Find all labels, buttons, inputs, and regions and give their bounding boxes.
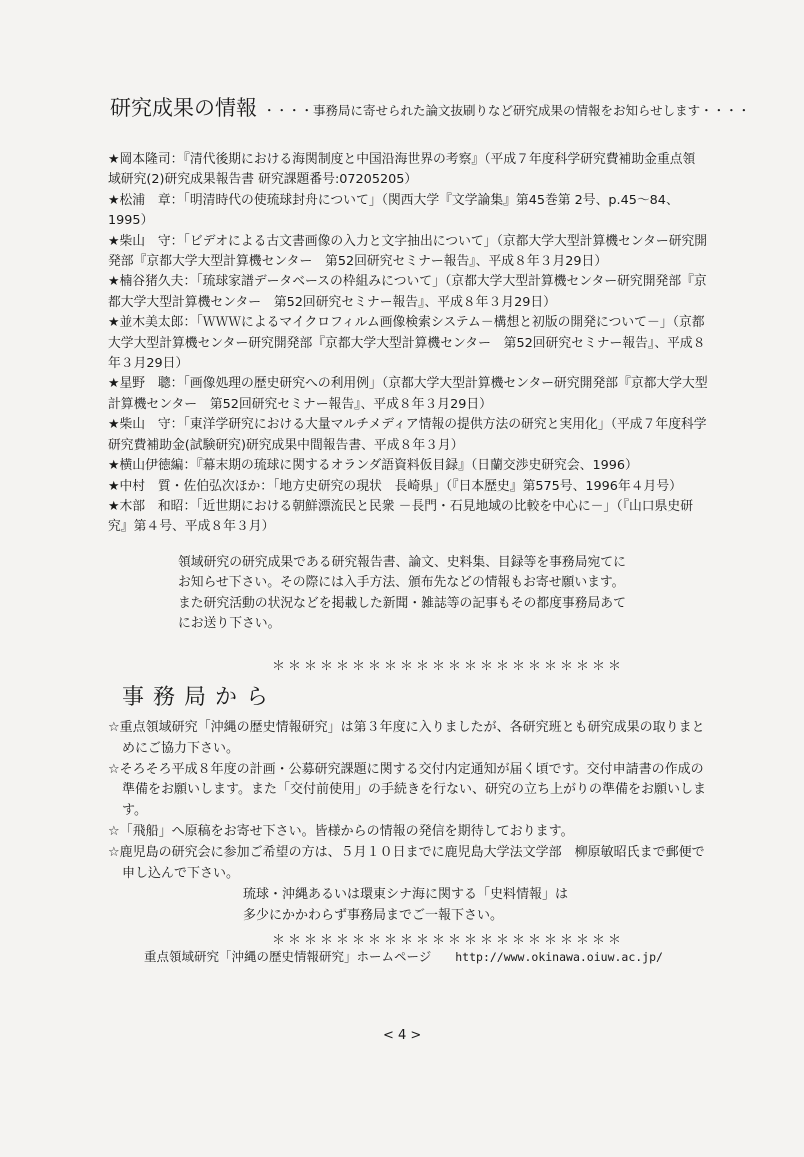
list-item: ★楠谷猪久夫：「琉球家譜データベースの枠組みについて」（京都大学大型計算機センター研究開発部『京都大学大型計算機センター 第52回研究セミナー報告』、平成８年３月29日） bbox=[108, 274, 707, 310]
list-item: ★中村 質・佐伯弘次ほか：「地方史研究の現状 長崎県」（『日本歴史』第575号、1996年４月号） bbox=[108, 478, 682, 494]
notice-line: お知らせ下さい。その際には入手方法、頒布先などの情報もお寄せ願います。 bbox=[178, 575, 625, 591]
list-item: ★木部 和昭：「近世期における朝鮮漂流民と民衆 －長門・石見地域の比較を中心に－」（『山口県史研究』第４号、平成８年３月） bbox=[108, 498, 693, 535]
list-item: ★柴山 守：「ビデオによる古文書画像の入力と文字抽出について」（京都大学大型計算機センター研究開発部『京都大学大型計算機センター 第52回研究セミナー報告』、平成８年３月29日） bbox=[108, 233, 708, 270]
list-item: ★岡本隆司：『清代後期における海関制度と中国沿海世界の考察』（平成７年度科学研究費補助金重点領域研究(2)研究成果報告書 研究課題番号:07205205） bbox=[108, 152, 696, 188]
separator: ＊＊＊＊＊＊＊＊＊＊＊＊＊＊＊＊＊＊＊＊＊＊ bbox=[272, 659, 625, 674]
list-item: ★横山伊徳編：『幕末期の琉球に関するオランダ語資料仮目録』（日蘭交渉史研究会、1996） bbox=[108, 458, 638, 474]
page-number: < 4 > bbox=[383, 1028, 422, 1043]
info-line: 多少にかかわらず事務局までご一報下さい。 bbox=[243, 908, 504, 923]
section-title: 研究成果の情報 bbox=[110, 96, 257, 120]
submission-notice bbox=[178, 553, 658, 635]
info-line: 琉球・沖縄あるいは環東シナ海に関する「史料情報」は bbox=[243, 887, 569, 902]
list-item: ★柴山 守：「東洋学研究における大量マルチメディア情報の提供方法の研究と実用化」（平成７年度科学研究費補助金(試験研究)研究成果中間報告書、平成８年３月） bbox=[108, 417, 707, 453]
homepage-label: 重点領域研究「沖縄の歴史情報研究」ホームページ bbox=[144, 949, 432, 964]
research-entries-list bbox=[108, 150, 708, 538]
list-item: ★松浦 章：「明清時代の使琉球封舟について」（関西大学『文学論集』第45巻第 2号、p.45～84、1995） bbox=[108, 192, 679, 229]
separator: ＊＊＊＊＊＊＊＊＊＊＊＊＊＊＊＊＊＊＊＊＊＊ bbox=[272, 933, 625, 948]
notice-line: また研究活動の状況などを掲載した新聞・雑誌等の記事もその都度事務局あて bbox=[178, 595, 626, 611]
announcement-item: ☆そろそろ平成８年度の計画・公募研究課題に関する交付内定通知が届く頃です。交付申請書の作成の準備をお願いします。また「交付前使用」の手続きを行ない、研究の立ち上がりの準備をお願いします。 bbox=[108, 761, 706, 819]
homepage-link[interactable]: http://www.okinawa.oiuw.ac.jp/ bbox=[455, 950, 663, 964]
list-item: ★並木美太郎：「ＷＷＷによるマイクロフィルム画像検索システム－構想と初版の開発について－」（京都大学大型計算機センター研究開発部『京都大学大型計算機センター 第52回研究セミナー報告』、平成８年３月29日） bbox=[108, 315, 706, 372]
notice-line: 領域研究の研究成果である研究報告書、論文、史料集、目録等を事務局宛てに bbox=[178, 555, 626, 570]
section-subtitle: ・・・・事務局に寄せられた論文抜刷りなど研究成果の情報をお知らせします・・・・ bbox=[263, 103, 751, 118]
office-announcements bbox=[108, 718, 714, 884]
announcement-item: ☆重点領域研究「沖縄の歴史情報研究」は第３年度に入りましたが、各研究班とも研究成果の取りまとめにご協力下さい。 bbox=[108, 720, 705, 756]
homepage-line bbox=[144, 947, 764, 965]
research-results-header bbox=[110, 92, 750, 122]
list-item: ★星野 聰：「画像処理の歴史研究への利用例」（京都大学大型計算機センター研究開発部『京都大学大型計算機センター 第52回研究セミナー報告』、平成８年３月29日） bbox=[108, 376, 708, 412]
info-request bbox=[243, 884, 663, 926]
announcement-item: ☆「飛船」へ原稿をお寄せ下さい。皆様からの情報の発信を期待しております。 bbox=[108, 823, 574, 839]
announcement-item: ☆鹿児島の研究会に参加ご希望の方は、５月１０日までに鹿児島大学法文学部 柳原敏昭氏まで郵便で申し込んで下さい。 bbox=[108, 844, 705, 881]
office-section-title: 事務局から bbox=[122, 685, 278, 710]
notice-line: にお送り下さい。 bbox=[178, 616, 281, 632]
